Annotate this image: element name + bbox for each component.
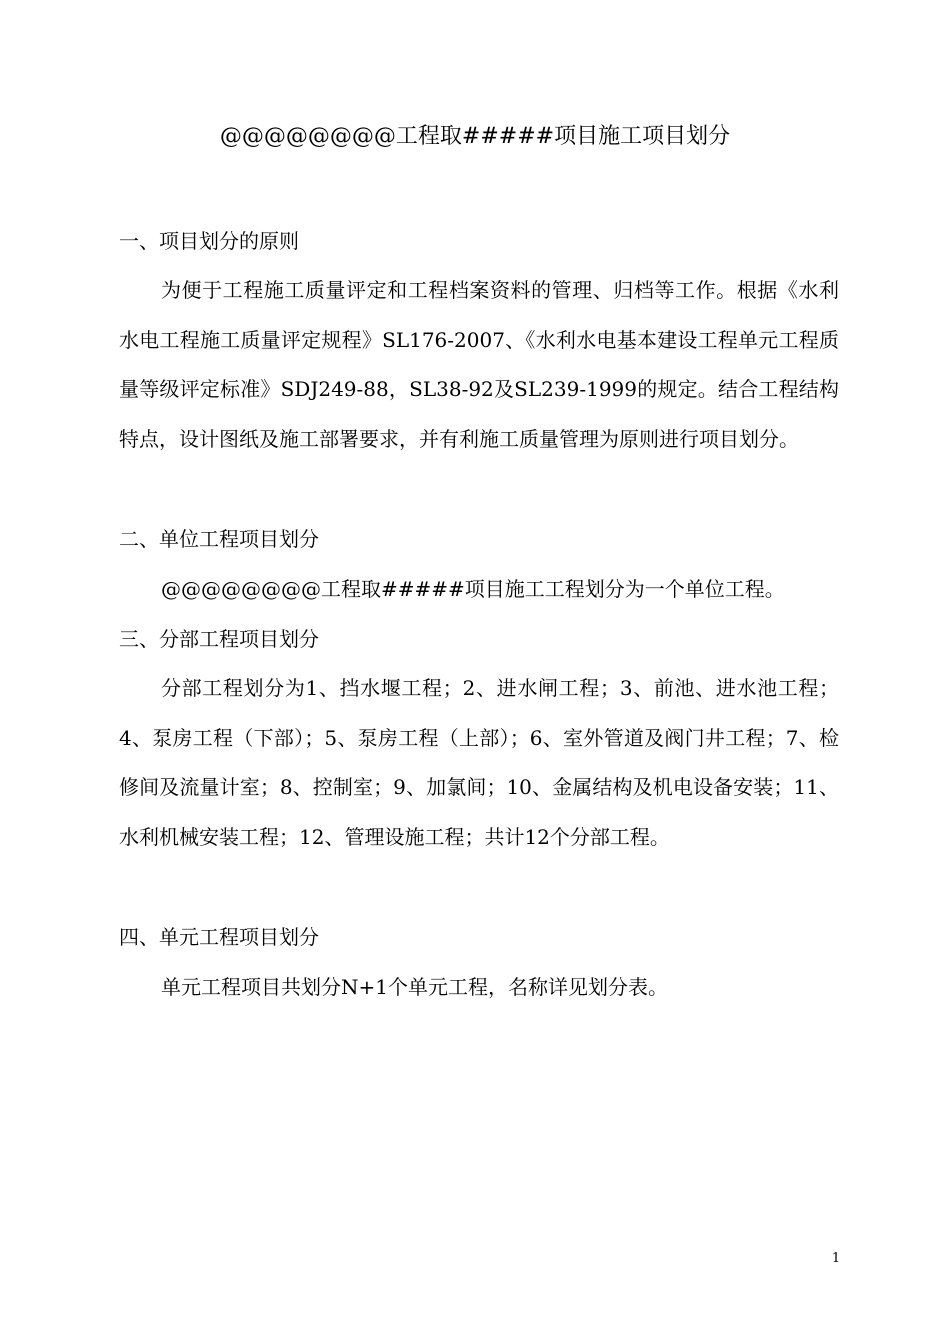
section-body-principles: 为便于工程施工质量评定和工程档案资料的管理、归档等工作。根据《水利水电工程施工质量评定规程》SL176-2007、《水利水电基本建设工程单元工程质量等级评定标准》SDJ249-88，SL38-92及SL239-1999的规定。结合工程结构特点，设计图纸及施工部署要求，并有利施工质量管理为原则进行项目划分。 <box>119 278 839 451</box>
section-body-unit-project: @@@@@@@@工程取#####项目施工工程划分为一个单位工程。 <box>161 577 785 601</box>
page-number: 1 <box>831 1251 841 1266</box>
section-body-element-project: 单元工程项目共划分N+1个单元工程，名称详见划分表。 <box>161 975 668 999</box>
section-heading-principles: 一、项目划分的原则 <box>119 229 299 253</box>
section-heading-sub-project: 三、分部工程项目划分 <box>119 627 319 651</box>
section-heading-unit-project: 二、单位工程项目划分 <box>119 527 319 551</box>
document-title: @@@@@@@@工程取#####项目施工项目划分 <box>219 124 731 149</box>
section-body-sub-project: 分部工程划分为1、挡水堰工程；2、进水闸工程；3、前池、进水池工程；4、泵房工程（下部）；5、泵房工程（上部）；6、室外管道及阀门井工程；7、检修间及流量计室；8、控制室；9、加氯间；10、金属结构及机电设备安装；11、水利机械安装工程；12、管理设施工程；共计12个分部工程。 <box>119 676 839 849</box>
section-heading-element-project: 四、单元工程项目划分 <box>119 925 319 949</box>
